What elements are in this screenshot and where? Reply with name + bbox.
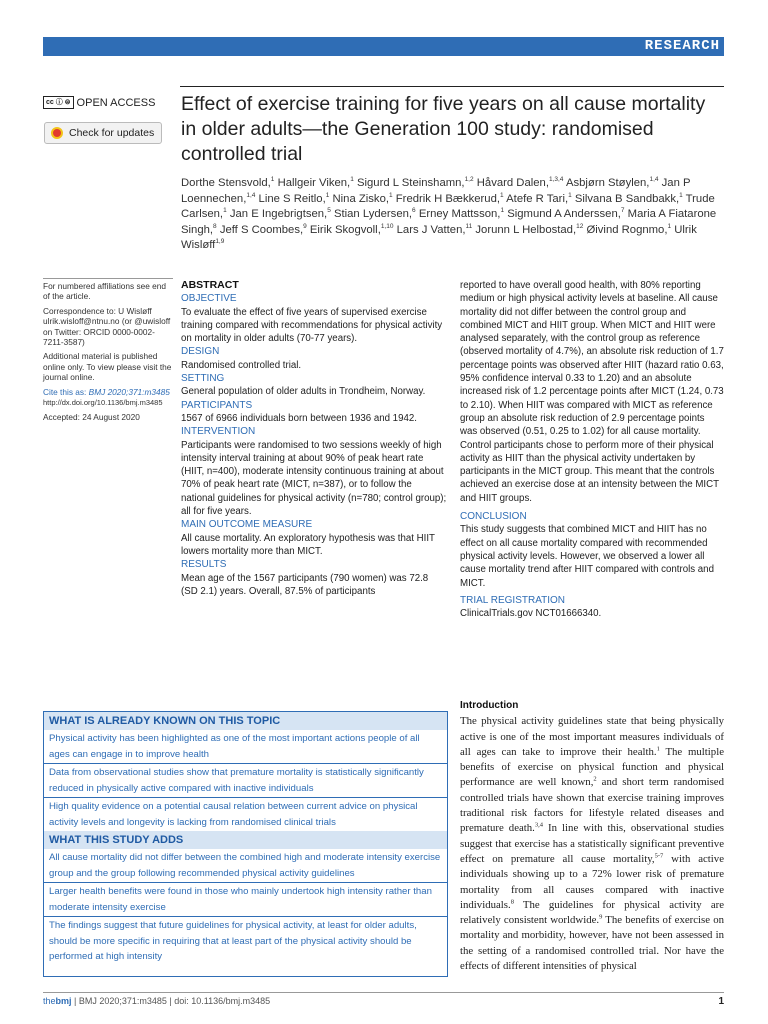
introduction-text (460, 714, 724, 974)
results-text-part2: reported to have overall good health, with 80% reporting medium or high physical activity levels at baseline. All cause mortality did not differ between the control group and combined MICT and HIIT group. When MICT and HIIT were analysed separately, with the control group as reference (observed mortality of 4.7%), an absolute risk reduction of 1.7 percentage points was observed after HIIT (hazard ratio 0.63, 95% confidence interval 0.33 to 1.20) and an absolute increased risk of 1.2 percentage points after MICT (1.24, 0.73 to 2.10). When HIIT was compared with MICT as reference group an absolute risk reduction of 2.9 percentage points was observed (0.51, 0.25 to 1.02) for all cause mortality. Control participants chose to perform more of their physical activity as HIIT than the physical activity undertaken by participants in the MICT group. This meant that the controls achieved an exercise dose at an intensity between the MICT and HIIT groups. (460, 280, 724, 504)
footer-brand-bmj: bmj (55, 996, 72, 1006)
title-rule (180, 86, 724, 87)
author-name[interactable]: Asbjørn Støylen, (565, 177, 650, 189)
open-access-label: OPEN ACCESS (76, 96, 156, 109)
author-name[interactable]: Nina Zisko, (332, 192, 390, 205)
reference-marker[interactable]: 1 (656, 745, 660, 753)
design-text: Randomised controlled trial. (181, 359, 302, 371)
intro-sentence: The benefits of exercise on mortality and morbidity, however, have not been assessed in the setting of a randomised controlled trial. Nor have the effects of different intensities of physical (460, 914, 724, 973)
accepted-date (43, 412, 173, 422)
doi-link[interactable]: http://dx.doi.org/10.1136/bmj.m3485 (43, 398, 163, 408)
author-name[interactable]: Line S Reitlo, (258, 192, 326, 205)
author-affiliation: 11 (465, 222, 473, 230)
author-affiliation: 12 (576, 222, 584, 230)
author-affiliation: 1 (389, 191, 393, 199)
footer-brand-the: the (43, 996, 56, 1006)
correspondence[interactable]: Correspondence to: U Wisløff ulrik.wisloff@ntnu.no (or @uwisloff on Twitter: ORCID 0000-0002-7211-3587) (43, 305, 171, 348)
sidebar-rule (43, 278, 173, 279)
author-name[interactable]: Dorthe Stensvold, (181, 177, 271, 189)
reference-marker[interactable]: 8 (510, 898, 514, 906)
outcome-heading: MAIN OUTCOME MEASURE (181, 519, 313, 531)
author-name[interactable]: Trude Carlsen, (181, 192, 715, 220)
known-item: High quality evidence on a potential causal relation between current advice on physical activity levels and longevity is lacking from randomised clinical trials (49, 801, 418, 828)
author-name[interactable]: Øivind Rognmo, (586, 223, 668, 236)
setting-heading: SETTING (181, 373, 225, 385)
author-name[interactable]: Silvana B Sandbakk, (574, 192, 680, 205)
conclusion-text: This study suggests that combined MICT and HIIT has no effect on all cause mortality compared with recommended physical activity levels. However, we observed a lower all cause mortality trend after HIIT compared with controls and MICT. (460, 524, 714, 589)
author-name[interactable]: Stian Lydersen, (333, 208, 413, 220)
trial-registration-text: ClinicalTrials.gov NCT01666340. (460, 608, 602, 620)
crossmark-icon (51, 127, 63, 139)
intro-sentence: The multiple benefits of exercise on physical function and physical performance are well known, (460, 745, 724, 789)
section-label: RESEARCH (644, 38, 720, 54)
page-number: 1 (718, 996, 724, 1007)
author-affiliation: 1 (350, 176, 354, 184)
author-affiliation: 1,4 (246, 191, 256, 199)
results-text-part1: Mean age of the 1567 participants (790 women) was 72.8 (SD 2.1) years. Overall, 87.5% of participants (181, 572, 429, 597)
author-affiliation: 5 (327, 207, 331, 215)
author-name[interactable]: Maria A Fiatarone Singh, (181, 208, 717, 236)
accepted-label: Accepted: (43, 412, 80, 423)
check-for-updates-label: Check for updates (69, 127, 155, 139)
open-access-badge[interactable] (43, 94, 173, 110)
adds-item: The findings suggest that future guidelines for physical activity, at least for older adults, should be more specific in requiring that at least part of the physical activity should be performed at high intensity (49, 920, 417, 962)
intro-sentence: In line with this, observational studies suggest that exercise has a statistically significant preventive effect on premature all cause mortality, (460, 822, 724, 865)
author-affiliation: 1 (679, 191, 683, 199)
design-heading: DESIGN (181, 346, 220, 358)
check-for-updates-button[interactable] (44, 122, 162, 144)
trial-registration-heading: TRIAL REGISTRATION (460, 594, 566, 606)
affiliations-note: For numbered affiliations see end of the article. (43, 281, 166, 302)
introduction-heading: Introduction (460, 700, 519, 711)
intro-sentence: and short term randomised controlled trials have shown that exercise training improves traditional risk factors for lifestyle related diseases and premature death. (460, 776, 724, 835)
author-affiliation: 6 (412, 207, 416, 215)
author-name[interactable]: Erney Mattsson, (418, 208, 501, 220)
author-name[interactable]: Ulrik Wisløff (181, 223, 697, 251)
author-name[interactable]: Jan P Loennechen, (181, 177, 691, 205)
accepted-value: 24 August 2020 (82, 412, 140, 423)
abstract-heading: ABSTRACT (181, 279, 239, 291)
cite-reference: BMJ 2020;371:m3485 (88, 386, 170, 397)
additional-material-note: Additional material is published online only. To view please visit the journal online. (43, 351, 172, 383)
author-name[interactable]: Eirik Skogvoll, (309, 223, 381, 236)
author-affiliation: 1,3,4 (548, 176, 564, 184)
conclusion-heading: CONCLUSION (460, 511, 527, 523)
author-affiliation: 1,9 (215, 238, 225, 246)
author-name[interactable]: Jan E Ingebrigtsen, (229, 208, 328, 220)
reference-marker[interactable]: 5-7 (654, 852, 664, 860)
intervention-text: Participants were randomised to two sessions weekly of high intensity interval training at about 90% of peak heart rate (HIIT, n=400), moderate intensity continuous training at about 70% of peak heart rate (MICT, n=387), or to follow the national guidelines for physical activity (n=780; control group); all for five years. (181, 439, 447, 518)
author-affiliation: 9 (303, 222, 307, 230)
author-affiliation: 1 (667, 222, 672, 230)
participants-heading: PARTICIPANTS (181, 399, 253, 411)
author-affiliation: 1 (325, 191, 330, 199)
setting-text: General population of older adults in Trondheim, Norway. (181, 386, 426, 398)
outcome-text: All cause mortality. An exploratory hypothesis was that HIIT lowers mortality more than MICT. (181, 532, 435, 557)
author-affiliation: 1 (568, 191, 572, 199)
author-affiliation: 1 (500, 191, 504, 199)
author-list (181, 176, 726, 254)
intervention-heading: INTERVENTION (181, 426, 256, 438)
known-item: Physical activity has been highlighted as one of the most important actions people of all ages can engage in to improve health (44, 730, 447, 764)
section-banner (43, 37, 724, 56)
author-name[interactable]: Hallgeir Viken, (277, 177, 351, 189)
footer-citation: | BMJ 2020;371:m3485 | doi: 10.1136/bmj.m3485 (71, 996, 271, 1006)
footer-rule (43, 992, 724, 993)
author-name[interactable]: Sigurd L Steinshamn, (356, 177, 465, 189)
author-affiliation: 1 (270, 176, 275, 184)
objective-heading: OBJECTIVE (181, 293, 237, 305)
article-sidebar (43, 281, 173, 427)
article-title: Effect of exercise training for five years on all cause mortality in older adults—the Generation 100 study: randomised controlled trial (181, 93, 706, 165)
intro-sentence: The guidelines for physical activity are relatively consistent worldwide. (460, 898, 724, 927)
author-name[interactable]: Jorunn L Helbostad, (475, 223, 577, 236)
abstract-column-left (181, 279, 447, 598)
abstract-column-right (460, 279, 724, 620)
author-affiliation: 7 (620, 207, 625, 215)
summary-box (43, 711, 448, 977)
adds-heading: WHAT THIS STUDY ADDS (44, 831, 447, 849)
creative-commons-icon: cc ⓘ ⊜ (43, 96, 74, 109)
page-footer (43, 996, 270, 1006)
author-name[interactable]: Atefe R Tari, (506, 192, 569, 205)
objective-text: To evaluate the effect of five years of supervised exercise training compared with recommendations for physical activity on mortality in older adults (70-77 years). (181, 306, 443, 345)
cite-label: Cite this as: (43, 386, 87, 397)
adds-item: Larger health benefits were found in those who mainly undertook high intensity rather than moderate intensity exercise (44, 883, 447, 917)
intro-sentence: The physical activity guidelines state that being physically active is one of the most important measures individuals of all ages can take to improve their health. (460, 715, 724, 758)
introduction-section (460, 698, 724, 974)
reference-marker[interactable]: 3,4 (534, 821, 543, 829)
author-affiliation: 1 (223, 207, 227, 215)
author-name[interactable]: Fredrik H Bækkerud, (395, 192, 500, 205)
cite-this-as (43, 387, 173, 397)
known-heading: WHAT IS ALREADY KNOWN ON THIS TOPIC (44, 712, 447, 730)
results-heading: RESULTS (181, 559, 227, 571)
author-name[interactable]: Jeff S Coombes, (219, 223, 304, 236)
author-affiliation: 1,2 (464, 176, 474, 184)
author-affiliation: 1,10 (380, 222, 394, 230)
reference-marker[interactable]: 9 (599, 913, 603, 921)
author-name[interactable]: Sigmund A Anderssen, (507, 208, 621, 220)
author-affiliation: 1 (500, 207, 505, 215)
intro-sentence: with active individuals showing up to a 72% lower risk of premature mortality from all causes compared with inactive individuals. (460, 852, 724, 911)
author-name[interactable]: Lars J Vatten, (396, 223, 466, 236)
participants-text: 1567 of 6966 individuals born between 1936 and 1942. (181, 412, 417, 424)
adds-item: All cause mortality did not differ between the combined high and moderate intensity exercise group and the group following recommended physical activity guidelines (44, 849, 447, 883)
author-affiliation: 1,4 (649, 176, 659, 184)
author-affiliation: 8 (213, 222, 217, 230)
known-item: Data from observational studies show that premature mortality is statistically significantly reduced in physically active compared with inactive individuals (44, 764, 447, 798)
author-name[interactable]: Håvard Dalen, (476, 177, 549, 189)
reference-marker[interactable]: 2 (593, 775, 597, 783)
